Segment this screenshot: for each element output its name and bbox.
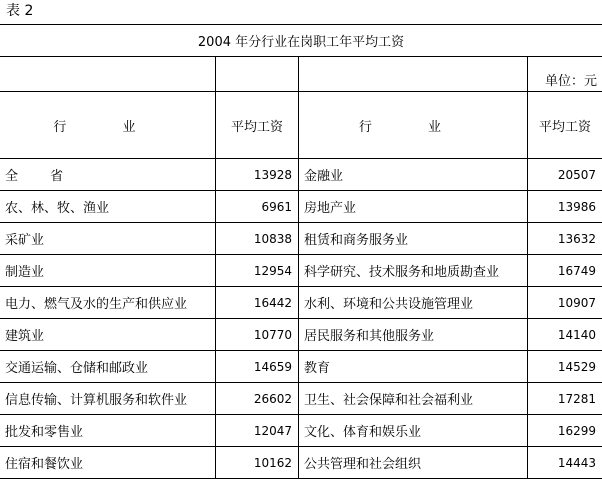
right-industry-cell: 卫生、社会保障和社会福利业 (299, 383, 528, 415)
unit-row-blank-1 (0, 57, 216, 92)
right-wage-cell: 16749 (528, 255, 602, 287)
left-wage-cell: 26602 (216, 383, 299, 415)
right-industry-cell: 居民服务和其他服务业 (299, 319, 528, 351)
right-industry-cell: 科学研究、技术服务和地质勘查业 (299, 255, 528, 287)
table-row (0, 223, 602, 255)
right-wage-cell: 10907 (528, 287, 602, 319)
left-wage-cell: 10770 (216, 319, 299, 351)
left-industry-cell: 农、林、牧、渔业 (0, 191, 216, 223)
left-industry-cell: 采矿业 (0, 223, 216, 255)
table-title: 2004 年分行业在岗职工年平均工资 (0, 25, 602, 57)
title-row (0, 25, 602, 57)
right-industry-cell: 水利、环境和公共设施管理业 (299, 287, 528, 319)
right-wage-cell: 13986 (528, 191, 602, 223)
left-wage-cell: 12954 (216, 255, 299, 287)
table-row (0, 319, 602, 351)
unit-row (0, 57, 602, 92)
right-industry-cell: 房地产业 (299, 191, 528, 223)
table-row (0, 351, 602, 383)
left-industry-cell: 信息传输、计算机服务和软件业 (0, 383, 216, 415)
header-industry-left: 行 业 (0, 92, 216, 159)
left-industry-cell: 电力、燃气及水的生产和供应业 (0, 287, 216, 319)
left-industry-cell: 住宿和餐饮业 (0, 447, 216, 479)
left-wage-cell: 10838 (216, 223, 299, 255)
right-wage-cell: 13632 (528, 223, 602, 255)
unit-row-blank-2 (216, 57, 299, 92)
header-industry-right: 行 业 (299, 92, 528, 159)
left-wage-cell: 13928 (216, 159, 299, 191)
table-row (0, 287, 602, 319)
right-wage-cell: 14443 (528, 447, 602, 479)
left-industry-cell: 全 省 (0, 159, 216, 191)
table-row (0, 383, 602, 415)
table-row (0, 255, 602, 287)
right-wage-cell: 20507 (528, 159, 602, 191)
table-row (0, 415, 602, 447)
wage-table (0, 24, 602, 479)
unit-row-blank-3 (299, 57, 528, 92)
left-industry-cell: 批发和零售业 (0, 415, 216, 447)
right-wage-cell: 16299 (528, 415, 602, 447)
right-industry-cell: 公共管理和社会组织 (299, 447, 528, 479)
right-industry-cell: 租赁和商务服务业 (299, 223, 528, 255)
table-row (0, 159, 602, 191)
right-industry-cell: 文化、体育和娱乐业 (299, 415, 528, 447)
unit-label: 单位：元 (528, 57, 602, 92)
left-wage-cell: 14659 (216, 351, 299, 383)
header-row (0, 92, 602, 159)
left-wage-cell: 6961 (216, 191, 299, 223)
right-industry-cell: 教育 (299, 351, 528, 383)
right-wage-cell: 14529 (528, 351, 602, 383)
right-wage-cell: 14140 (528, 319, 602, 351)
left-wage-cell: 16442 (216, 287, 299, 319)
left-industry-cell: 建筑业 (0, 319, 216, 351)
left-industry-cell: 制造业 (0, 255, 216, 287)
table-row (0, 191, 602, 223)
left-wage-cell: 10162 (216, 447, 299, 479)
right-industry-cell: 金融业 (299, 159, 528, 191)
table-row (0, 447, 602, 479)
left-wage-cell: 12047 (216, 415, 299, 447)
table-label: 表 2 (6, 3, 34, 19)
header-avg-wage-right: 平均工资 (528, 92, 602, 159)
header-avg-wage-left: 平均工资 (216, 92, 299, 159)
left-industry-cell: 交通运输、仓储和邮政业 (0, 351, 216, 383)
right-wage-cell: 17281 (528, 383, 602, 415)
